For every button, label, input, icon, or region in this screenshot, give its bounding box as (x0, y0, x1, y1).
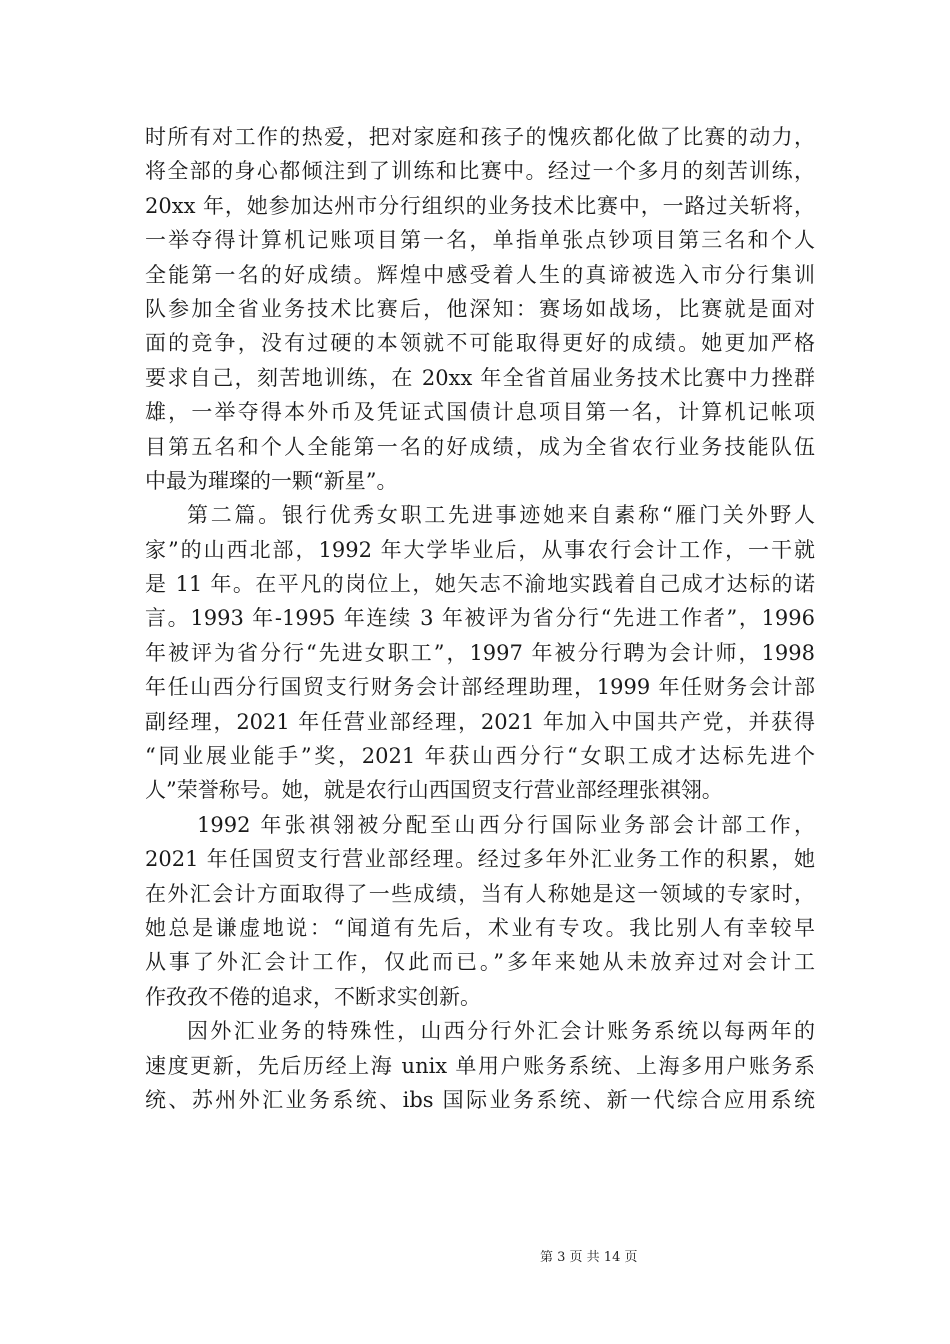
text-line: 雄，一举夺得本外币及凭证式国债计息项目第一名，计算机记帐项 (145, 400, 815, 425)
text-line: 队参加全省业务技术比赛后，他深知：赛场如战场，比赛就是面对 (145, 296, 815, 321)
text-line: 一举夺得计算机记账项目第一名，单指单张点钞项目第三名和个人 (145, 228, 815, 253)
text-line: 2021 年任国贸支行营业部经理。经过多年外汇业务工作的积累，她 (145, 847, 815, 872)
page-number: 第 3 页 共 14 页 (540, 1250, 638, 1265)
section-heading-line: 第二篇。银行优秀女职工先进事迹她来自素称“雁门关外野人 (187, 503, 815, 528)
text-line: 中最为璀璨的一颗“新星”。 (145, 468, 398, 493)
body-text (145, 120, 815, 1117)
text-line: 从事了外汇会计工作，仅此而已。”多年来她从未放弃过对会计工 (145, 950, 815, 975)
text-line: 家”的山西北部，1992 年大学毕业后，从事农行会计工作，一干就 (145, 537, 815, 562)
text-line: 时所有对工作的热爱，把对家庭和孩子的愧疚都化做了比赛的动力， (145, 125, 815, 149)
text-line: 作孜孜不倦的追求，不断求实创新。 (145, 984, 481, 1009)
text-line: 20xx 年，她参加达州市分行组织的业务技术比赛中，一路过关斩将， (145, 193, 815, 218)
text-line: 全能第一名的好成绩。辉煌中感受着人生的真谛被选入市分行集训 (145, 262, 815, 287)
text-line: 在外汇会计方面取得了一些成绩，当有人称她是这一领域的专家时， (145, 881, 815, 906)
paragraph-start-line: 因外汇业务的特殊性，山西分行外汇会计账务系统以每两年的 (187, 1019, 815, 1044)
text-line: 目第五名和个人全能第一名的好成绩，成为全省农行业务技能队伍 (145, 434, 815, 459)
text-line: 要求自己，刻苦地训练，在 20xx 年全省首届业务技术比赛中力挫群 (145, 365, 815, 390)
text-line: 速度更新，先后历经上海 unix 单用户账务系统、上海多用户账务系 (145, 1053, 815, 1078)
text-line: 将全部的身心都倾注到了训练和比赛中。经过一个多月的刻苦训练， (145, 159, 815, 184)
text-line: 统、苏州外汇业务系统、ibs 国际业务系统、新一代综合应用系统 (145, 1087, 815, 1112)
text-line: 副经理，2021 年任营业部经理，2021 年加入中国共产党，并获得 (145, 709, 815, 734)
text-line: 她总是谦虚地说：“闻道有先后，术业有专攻。我比别人有幸较早 (145, 915, 815, 940)
paragraph-start-line: 1992 年张祺翎被分配至山西分行国际业务部会计部工作， (197, 812, 815, 837)
text-line: 是 11 年。在平凡的岗位上，她矢志不渝地实践着自己成才达标的诺 (145, 572, 815, 597)
text-line: 年被评为省分行“先进女职工”，1997 年被分行聘为会计师，1998 (145, 640, 815, 665)
text-line: 面的竞争，没有过硬的本领就不可能取得更好的成绩。她更加严格 (145, 331, 815, 356)
text-line: 年任山西分行国贸支行财务会计部经理助理，1999 年任财务会计部 (145, 675, 815, 700)
text-line: 人”荣誉称号。她，就是农行山西国贸支行营业部经理张祺翎。 (145, 778, 723, 803)
text-line: “同业展业能手”奖，2021 年获山西分行“女职工成才达标先进个 (145, 744, 815, 769)
text-line: 言。1993 年-1995 年连续 3 年被评为省分行“先进工作者”，1996 (145, 606, 815, 631)
